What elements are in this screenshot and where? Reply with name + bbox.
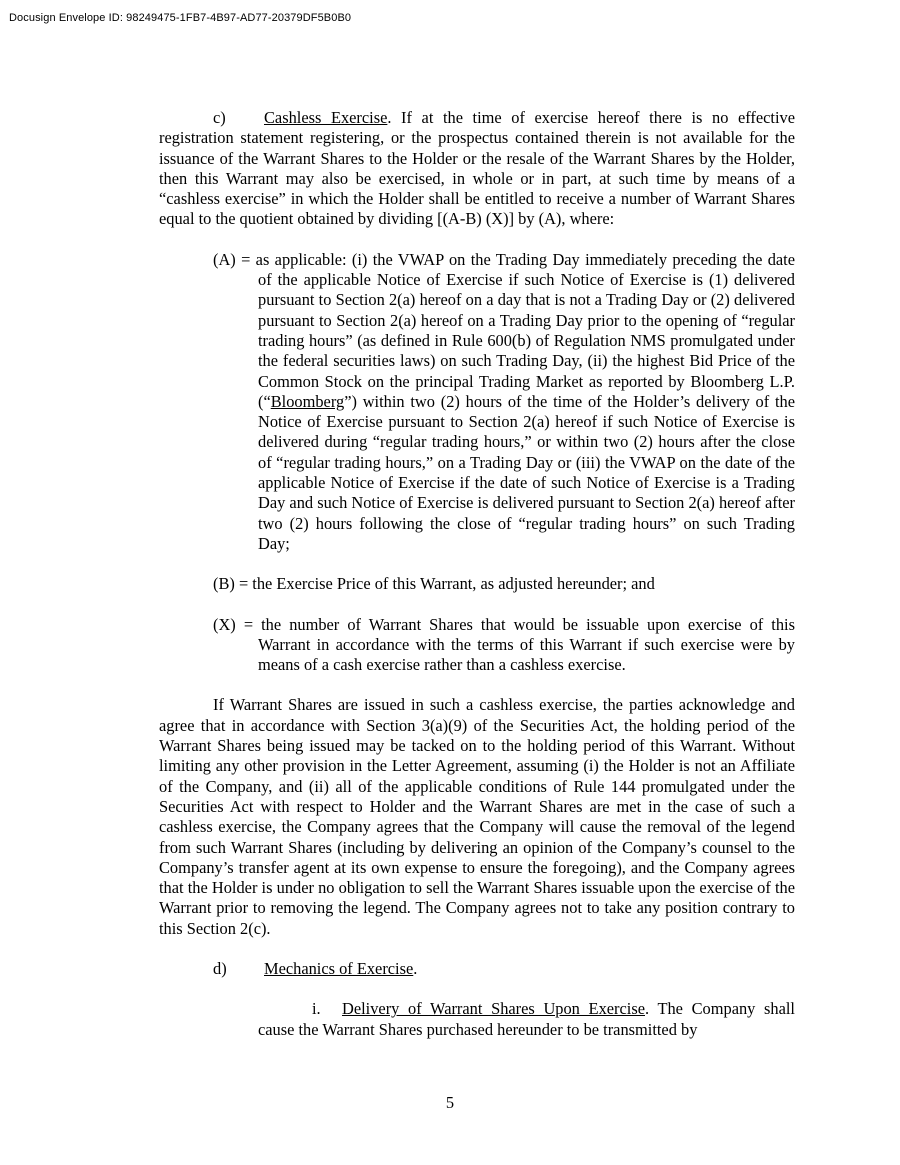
section-d-i-paragraph [159,999,795,1040]
section-d-i-heading-period: . [644,999,650,1019]
section-d-i-label: i. [312,999,321,1019]
section-c-paragraph [159,108,795,230]
definition-a-rest: ”) within two (2) hours of the time of the Holder’s delivery of the Notice of Exercise pursuant to Section 2(a) hereof if such Notice of Exercise is delivered during “regular trading hours,” or within two (2) hours after the close of “regular trading hours,” on a Trading Day or (iii) the VWAP on the date of the applicable Notice of Exercise if the date of such Notice of Exercise is a Trading Day and such Notice of Exercise is delivered pursuant to Section 2(a) hereof after two (2) hours following the close of “regular trading hours” on such Trading Day; [258,391,795,553]
section-c-label: c) [213,108,226,127]
section-d-i-text: The Company shall cause the Warrant Shares purchased hereunder to be transmitted by [258,999,795,1039]
envelope-id: Docusign Envelope ID: 98249475-1FB7-4B97-AD77-20379DF5B0B0 [9,12,352,24]
definition-b: (B) = the Exercise Price of this Warrant, as adjusted hereunder; and [213,574,655,594]
section-d-paragraph [159,959,795,979]
section-c-heading: Cashless Exercise [264,108,388,127]
section-c-heading-period: . [387,108,392,127]
page-number: 5 [445,1093,455,1112]
definition-a-term: Bloomberg [270,391,345,411]
definition-a [159,250,795,554]
document-body [159,108,795,1040]
definition-a-lead: (A) = as applicable: (i) the VWAP on the Trading Day immediately preceding the date of the applicable Notice of Exercise if such Notice of Exercise is (1) delivered pursuant to Section 2(a) hereof on a day that is not a Trading Day or (2) delivered pursuant to Section 2(a) hereof on a Trading Day prior to the opening of “regular trading hours” (as defined in Rule 600(b) of Regulation NMS promulgated under the federal securities laws) on such Trading Day, (ii) the highest Bid Price of the Common Stock on the principal Trading Market as reported by Bloomberg L.P. (“ [213,249,795,411]
section-d-heading-period: . [413,958,418,978]
definition-x: (X) = the number of Warrant Shares that would be issuable upon exercise of this Warrant in accordance with the terms of this Warrant if such exercise were by means of a cash exercise rather than a cashless exercise. [213,614,795,675]
section-c-text: If at the time of exercise hereof there is no effective registration statement registering, or the prospectus contained therein is not available for the issuance of the Warrant Shares to the Holder or the resale of the Warrant Shares by the Holder, then this Warrant may also be exercised, in whole or in part, at such time by means of a “cashless exercise” in which the Holder shall be entitled to receive a number of Warrant Shares equal to the quotient obtained by dividing [(A-B) (X)] by (A), where: [159,108,796,229]
section-d-heading: Mechanics of Exercise [264,958,414,978]
cashless-paragraph: If Warrant Shares are issued in such a cashless exercise, the parties acknowledge and agree that in accordance with Section 3(a)(9) of the Securities Act, the holding period of the Warrant Shares being issued may be tacked on to the holding period of this Warrant. Without limiting any other provision in the Letter Agreement, assuming (i) the Holder is not an Affiliate of the Company, and (ii) all of the applicable conditions of Rule 144 promulgated under the Securities Act with respect to Holder and the Warrant Shares are met in the case of such a cashless exercise, the Company agrees that the Company will cause the removal of the legend from such Warrant Shares (including by delivering an opinion of the Company’s counsel to the Company’s transfer agent at its own expense to ensure the foregoing), and the Company agrees that the Holder is under no obligation to sell the Warrant Shares issuable upon the exercise of the Warrant prior to removing the legend. The Company agrees not to take any position contrary to this Section 2(c). [159,695,795,938]
section-d-label: d) [213,958,227,978]
section-d-i-heading: Delivery of Warrant Shares Upon Exercise [342,999,645,1019]
